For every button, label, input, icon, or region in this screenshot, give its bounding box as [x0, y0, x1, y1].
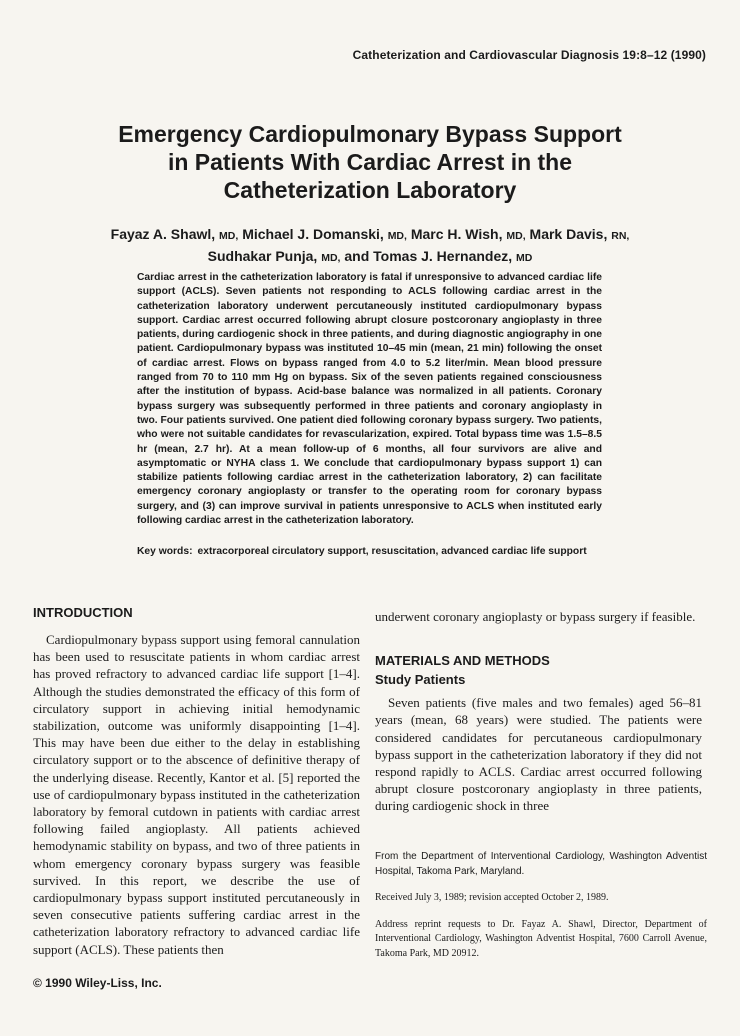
author-degree: MD, [321, 252, 341, 264]
keywords [137, 545, 602, 559]
author-name: Marc H. Wish, [410, 226, 503, 242]
author-degree: MD, [387, 230, 407, 242]
copyright-notice: © 1990 Wiley-Liss, Inc. [33, 976, 162, 990]
keywords-label: Key words: [137, 546, 193, 557]
right-column [375, 608, 702, 815]
left-column [33, 604, 360, 958]
author-degree: MD [516, 252, 533, 264]
title-line-2: in Patients With Cardiac Arrest in the [167, 149, 573, 175]
footnotes [375, 850, 707, 973]
title-line-3: Catheterization Laboratory [223, 177, 517, 203]
author-name: Mark Davis, [529, 226, 608, 242]
author-degree: MD, [219, 230, 239, 242]
methods-paragraph: Seven patients (five males and two females) aged 56–81 years (mean, 68 years) were studied. The patients were considered candidates for percutaneous cardiopulmonary bypass support in the catheterization laboratory if they did not respond rapidly to ACLS. Cardiac arrest occurred following abrupt closure postcoronary angioplasty in three patients, during cardiogenic shock in three [375, 695, 702, 814]
running-head: Catheterization and Cardiovascular Diagnosis 19:8–12 (1990) [352, 48, 706, 62]
author-name: Sudhakar Punja, [207, 248, 318, 264]
author-name: Michael J. Domanski, [242, 226, 384, 242]
affiliation-footnote: From the Department of Interventional Cardiology, Washington Adventist Hospital, Takoma Park, Maryland. [375, 851, 707, 877]
introduction-continuation: underwent coronary angioplasty or bypass surgery if feasible. [375, 609, 696, 624]
methods-heading: MATERIALS AND METHODS [375, 653, 550, 669]
abstract: Cardiac arrest in the catheterization laboratory is fatal if unresponsive to advanced cardiac life support (ACLS). Seven patients not responding to ACLS following cardiac arrest in the catheterization laboratory underwent percutaneously instituted cardiopulmonary bypass support. Cardiac arrest occurred following abrupt closure postcoronary angioplasty in three patients, during cardiogenic shock in three patients, and during diagnostic angiography in one patient. Cardiopulmonary bypass was instituted 10–45 min (mean, 21 min) following the onset of cardiac arrest. Flows on bypass ranged from 4.0 to 5.2 liter/min. Mean blood pressure ranged from 70 to 110 mm Hg on bypass. Six of the seven patients regained consciousness after the institution of bypass. Acid-base balance was normalized in all patients. Coronary bypass surgery was subsequently performed in three patients and coronary angioplasty in two. Four patients survived. One patient died following coronary bypass surgery. Two patients, who were not suitable candidates for revascularization, expired. Total bypass time was 1.5–8.5 hr (mean, 2.7 hr). At a mean follow-up of 6 months, all four survivors are alive and asymptomatic or NYHA class 1. We conclude that cardiopulmonary bypass support 1) can stabilize patients following cardiac arrest in the catheterization laboratory, 2) can facilitate emergency coronary angioplasty or transfer to the operating room for coronary bypass surgery, and (3) can improve survival in patients unresponsive to ACLS when instituted early following cardiac arrest in the catheterization laboratory. [137, 272, 602, 527]
author-name: Fayaz A. Shawl, [110, 226, 216, 242]
keywords-text: extracorporeal circulatory support, resuscitation, advanced cardiac life support [197, 546, 587, 557]
author-list [40, 224, 700, 268]
reprint-footnote: Address reprint requests to Dr. Fayaz A. Shawl, Director, Department of Interventional Cardiology, Washington Adventist Hospital, 7600 Carroll Avenue, Takoma Park, MD 20912. [375, 918, 707, 959]
study-patients-subheading: Study Patients [375, 672, 466, 688]
received-footnote: Received July 3, 1989; revision accepted October 2, 1989. [375, 892, 609, 903]
title-line-1: Emergency Cardiopulmonary Bypass Support [118, 121, 622, 147]
author-degree: MD, [506, 230, 526, 242]
article-title [40, 120, 700, 204]
introduction-paragraph: Cardiopulmonary bypass support using femoral cannulation has been used to resuscitate patients in whom cardiac arrest has proved refractory to advanced cardiac life support [1–4]. Although the studies demonstrated the efficacy of this form of circulatory support in achieving initial hemodynamic stabilization, outcome was uniformly disappointing [1–4]. This may have been due either to the delay in establishing circulatory support or to the abscence of definitive therapy of the underlying disease. Recently, Kantor et al. [5] reported the use of cardiopulmonary bypass instituted in the catheterization laboratory by femoral cutdown in patients with cardiac arrest following failed angioplasty. All patients achieved hemodynamic stability on bypass, and two of three patients in whom emergency coronary bypass surgery was feasible survived. In this report, we describe the use of cardiopulmonary bypass support instituted percutaneously in seven consecutive patients suffering cardiac arrest in the catheterization laboratory refractory to advanced cardiac life support (ACLS). These patients then [33, 632, 360, 957]
introduction-heading: INTRODUCTION [33, 605, 133, 620]
author-name: and Tomas J. Hernandez, [344, 248, 513, 264]
author-degree: RN, [611, 230, 630, 242]
